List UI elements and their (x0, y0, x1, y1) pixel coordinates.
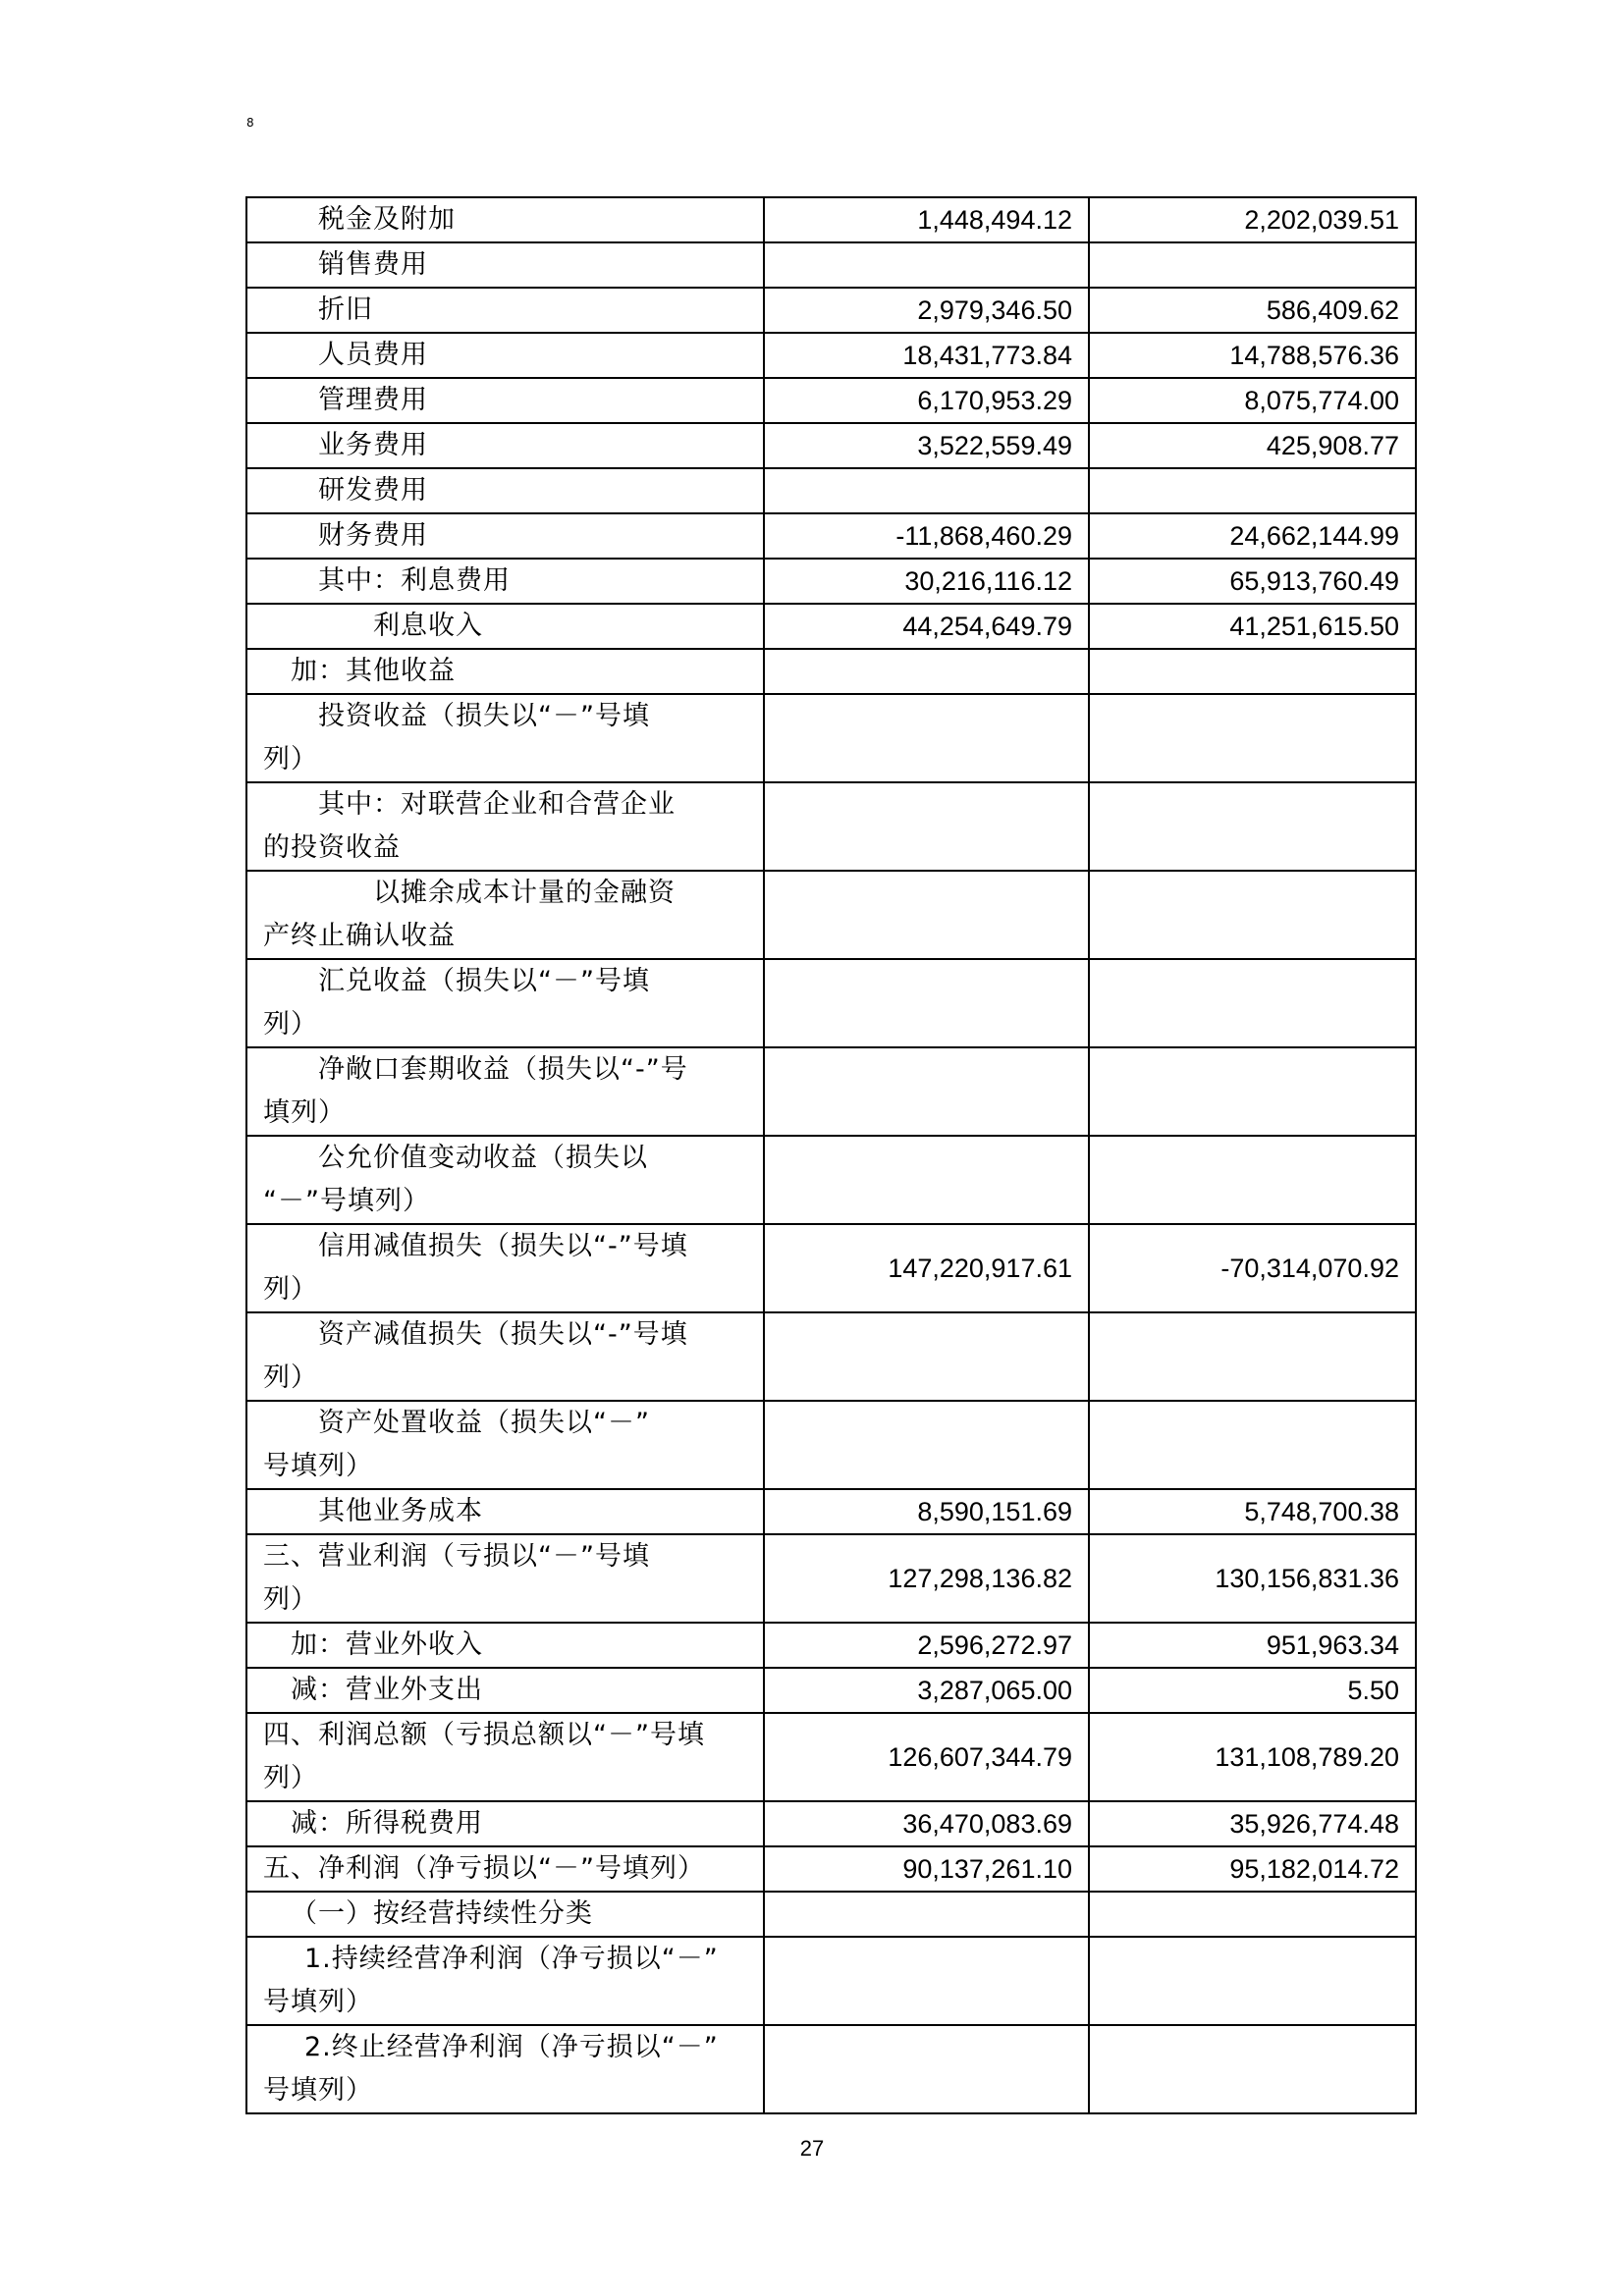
current-period-value: 3,522,559.49 (764, 423, 1089, 468)
current-period-value: 6,170,953.29 (764, 378, 1089, 423)
row-label-cell (246, 468, 764, 513)
prior-period-value (1089, 1937, 1416, 2025)
row-label-cell (246, 2025, 764, 2113)
row-label-cell (246, 871, 764, 959)
current-period-value: 90,137,261.10 (764, 1846, 1089, 1892)
row-label: 减：所得税费用 (291, 1808, 483, 1839)
prior-period-value (1089, 468, 1416, 513)
table-row (246, 959, 1416, 1047)
prior-period-value: 65,913,760.49 (1089, 559, 1416, 604)
row-label-continuation: 产终止确认收益 (263, 921, 456, 951)
table-row (246, 513, 1416, 559)
table-row (246, 1489, 1416, 1534)
row-label-cell (246, 649, 764, 694)
current-period-value (764, 242, 1089, 288)
table-row (246, 1224, 1416, 1312)
row-label-cell (246, 1312, 764, 1401)
row-label-continuation: 列） (263, 744, 318, 774)
row-label: 公允价值变动收益（损失以 (318, 1143, 648, 1173)
row-label-cell (246, 242, 764, 288)
current-period-value (764, 1047, 1089, 1136)
prior-period-value (1089, 1892, 1416, 1937)
row-label-cell (246, 423, 764, 468)
table-row (246, 1801, 1416, 1846)
row-label: 加：营业外收入 (291, 1629, 483, 1660)
row-label: 资产减值损失（损失以“-”号填 (318, 1319, 688, 1350)
row-label: 汇兑收益（损失以“－”号填 (318, 966, 650, 996)
row-label-continuation: 列） (263, 1009, 318, 1040)
row-label-cell (246, 378, 764, 423)
row-label: 折旧 (318, 294, 373, 325)
current-period-value (764, 1892, 1089, 1937)
prior-period-value: 41,251,615.50 (1089, 604, 1416, 649)
table-row (246, 1623, 1416, 1668)
row-label: 业务费用 (318, 430, 428, 460)
row-label-continuation: 列） (263, 1763, 318, 1793)
table-row (246, 559, 1416, 604)
row-label-cell (246, 782, 764, 871)
table-row (246, 871, 1416, 959)
row-label-cell (246, 288, 764, 333)
row-label-cell (246, 1047, 764, 1136)
current-period-value (764, 649, 1089, 694)
row-label: 1.持续经营净利润（净亏损以“－” (304, 1944, 719, 1974)
row-label-cell (246, 604, 764, 649)
table-row (246, 604, 1416, 649)
current-period-value (764, 959, 1089, 1047)
prior-period-value: 24,662,144.99 (1089, 513, 1416, 559)
table-row (246, 1668, 1416, 1713)
row-label: 研发费用 (318, 475, 428, 506)
current-period-value (764, 2025, 1089, 2113)
table-row (246, 649, 1416, 694)
prior-period-value (1089, 1047, 1416, 1136)
prior-period-value (1089, 871, 1416, 959)
row-label-continuation: 列） (263, 1584, 318, 1615)
row-label-continuation: 列） (263, 1362, 318, 1393)
row-label: 财务费用 (318, 520, 428, 551)
row-label: 净敞口套期收益（损失以“-”号 (318, 1054, 688, 1085)
row-label: 以摊余成本计量的金融资 (373, 878, 676, 908)
current-period-value: 8,590,151.69 (764, 1489, 1089, 1534)
prior-period-value (1089, 1136, 1416, 1224)
prior-period-value: 5,748,700.38 (1089, 1489, 1416, 1534)
page-number: 27 (799, 2136, 825, 2161)
current-period-value (764, 1136, 1089, 1224)
current-period-value: 44,254,649.79 (764, 604, 1089, 649)
row-label: 人员费用 (318, 340, 428, 370)
table-row (246, 1136, 1416, 1224)
table-row (246, 1312, 1416, 1401)
row-label-cell (246, 1668, 764, 1713)
table-row (246, 1713, 1416, 1801)
row-label-cell (246, 1489, 764, 1534)
prior-period-value: 586,409.62 (1089, 288, 1416, 333)
row-label-cell (246, 1713, 764, 1801)
current-period-value (764, 1937, 1089, 2025)
table-row (246, 378, 1416, 423)
current-period-value (764, 1401, 1089, 1489)
current-period-value: 127,298,136.82 (764, 1534, 1089, 1623)
prior-period-value (1089, 959, 1416, 1047)
table-row (246, 468, 1416, 513)
prior-period-value: 8,075,774.00 (1089, 378, 1416, 423)
table-row (246, 423, 1416, 468)
row-label: 税金及附加 (318, 204, 456, 235)
current-period-value: 2,596,272.97 (764, 1623, 1089, 1668)
prior-period-value: 5.50 (1089, 1668, 1416, 1713)
table-row (246, 782, 1416, 871)
row-label-continuation: 的投资收益 (263, 832, 401, 863)
row-label: 投资收益（损失以“－”号填 (318, 701, 650, 731)
table-row (246, 2025, 1416, 2113)
row-label-continuation: 号填列） (263, 1451, 373, 1481)
prior-period-value (1089, 782, 1416, 871)
row-label-cell (246, 1136, 764, 1224)
row-label-cell (246, 197, 764, 242)
prior-period-value: 14,788,576.36 (1089, 333, 1416, 378)
row-label: 四、利润总额（亏损总额以“－”号填 (263, 1720, 705, 1750)
row-label-cell (246, 1937, 764, 2025)
current-period-value (764, 1312, 1089, 1401)
row-label-cell (246, 694, 764, 782)
prior-period-value (1089, 694, 1416, 782)
current-period-value: 2,979,346.50 (764, 288, 1089, 333)
row-label: 三、营业利润（亏损以“－”号填 (263, 1541, 650, 1572)
prior-period-value (1089, 1312, 1416, 1401)
prior-period-value: 425,908.77 (1089, 423, 1416, 468)
income-statement-body (246, 197, 1416, 2113)
current-period-value (764, 871, 1089, 959)
current-period-value: 126,607,344.79 (764, 1713, 1089, 1801)
table-row (246, 694, 1416, 782)
prior-period-value: 130,156,831.36 (1089, 1534, 1416, 1623)
row-label: 五、净利润（净亏损以“－”号填列） (263, 1853, 705, 1884)
prior-period-value: 2,202,039.51 (1089, 197, 1416, 242)
row-label-continuation: 列） (263, 1274, 318, 1305)
row-label: 2.终止经营净利润（净亏损以“－” (304, 2032, 719, 2062)
row-label-cell (246, 333, 764, 378)
table-row (246, 1047, 1416, 1136)
prior-period-value (1089, 242, 1416, 288)
current-period-value (764, 782, 1089, 871)
prior-period-value (1089, 649, 1416, 694)
row-label-cell (246, 1224, 764, 1312)
current-period-value: 1,448,494.12 (764, 197, 1089, 242)
table-row (246, 197, 1416, 242)
current-period-value: 3,287,065.00 (764, 1668, 1089, 1713)
row-label: 其中：对联营企业和合营企业 (318, 789, 676, 820)
row-label-cell (246, 559, 764, 604)
row-label: （一）按经营持续性分类 (291, 1898, 593, 1929)
row-label-cell (246, 1801, 764, 1846)
current-period-value: -11,868,460.29 (764, 513, 1089, 559)
prior-period-value: 951,963.34 (1089, 1623, 1416, 1668)
row-label: 减：营业外支出 (291, 1675, 483, 1705)
row-label-continuation: 号填列） (263, 2075, 373, 2106)
table-row (246, 1401, 1416, 1489)
row-label: 利息收入 (373, 611, 483, 641)
row-label: 资产处置收益（损失以“－” (318, 1408, 650, 1438)
current-period-value: 30,216,116.12 (764, 559, 1089, 604)
row-label-cell (246, 1401, 764, 1489)
current-period-value: 18,431,773.84 (764, 333, 1089, 378)
current-period-value: 147,220,917.61 (764, 1224, 1089, 1312)
table-row (246, 1937, 1416, 2025)
prior-period-value: 131,108,789.20 (1089, 1713, 1416, 1801)
row-label-cell (246, 1846, 764, 1892)
table-row (246, 1534, 1416, 1623)
table-row (246, 288, 1416, 333)
row-label: 其他业务成本 (318, 1496, 483, 1526)
row-label-continuation: 号填列） (263, 1987, 373, 2017)
header-mark: 8 (246, 116, 254, 130)
prior-period-value: -70,314,070.92 (1089, 1224, 1416, 1312)
table-row (246, 333, 1416, 378)
row-label-continuation: “－”号填列） (263, 1186, 430, 1216)
current-period-value: 36,470,083.69 (764, 1801, 1089, 1846)
row-label-continuation: 填列） (263, 1097, 346, 1128)
current-period-value (764, 468, 1089, 513)
prior-period-value (1089, 2025, 1416, 2113)
prior-period-value (1089, 1401, 1416, 1489)
prior-period-value: 35,926,774.48 (1089, 1801, 1416, 1846)
current-period-value (764, 694, 1089, 782)
table-row (246, 242, 1416, 288)
income-statement-table (245, 196, 1417, 2114)
row-label-cell (246, 513, 764, 559)
row-label-cell (246, 1623, 764, 1668)
row-label: 其中：利息费用 (318, 565, 511, 596)
row-label-cell (246, 959, 764, 1047)
row-label-cell (246, 1892, 764, 1937)
row-label: 销售费用 (318, 249, 428, 280)
table-row (246, 1846, 1416, 1892)
row-label-cell (246, 1534, 764, 1623)
table-row (246, 1892, 1416, 1937)
row-label: 加：其他收益 (291, 656, 456, 686)
row-label: 信用减值损失（损失以“-”号填 (318, 1231, 688, 1261)
row-label: 管理费用 (318, 385, 428, 415)
prior-period-value: 95,182,014.72 (1089, 1846, 1416, 1892)
